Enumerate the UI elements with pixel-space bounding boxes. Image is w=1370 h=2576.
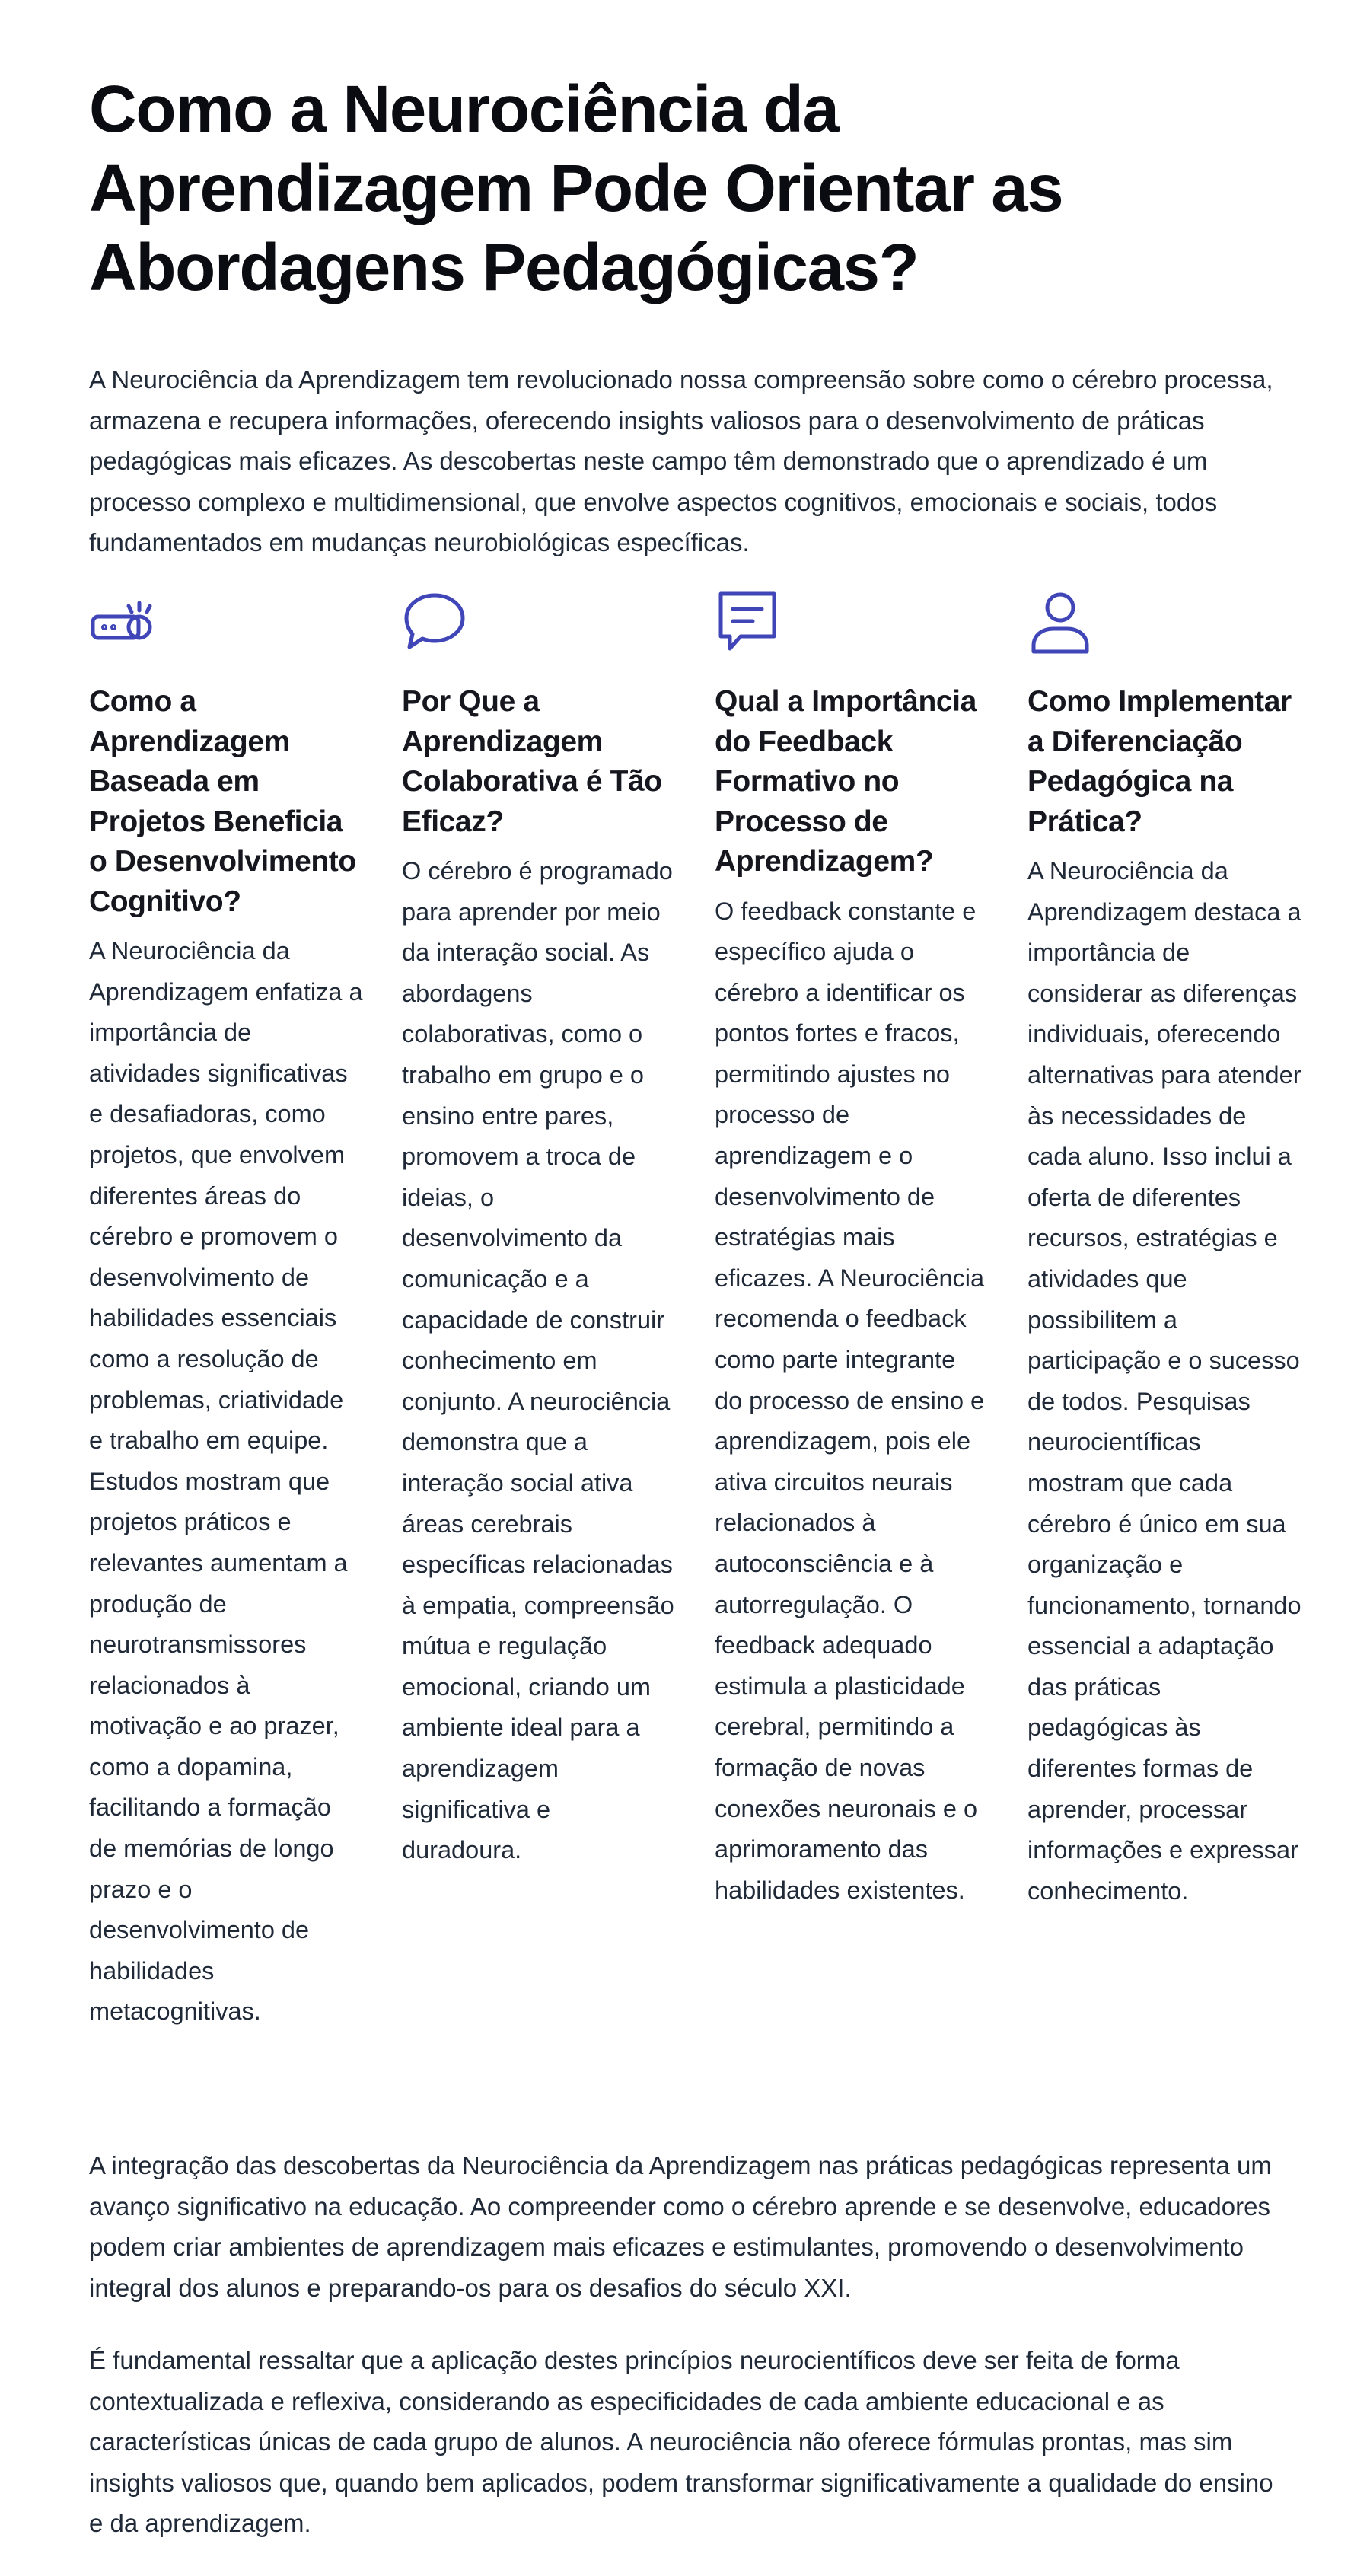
message-square-icon (715, 589, 780, 655)
topic-card-feedback (715, 589, 989, 1911)
card-body: A Neurociência da Aprendizagem destaca a importância de considerar as diferenças individuais, oferecendo alternativas para atender às necessidades de cada aluno. Isso inclui a oferta de diferentes recursos, estratégias e atividades que possibilitem a participação e o sucesso de todos. Pesquisas neurocientíficas mostram que cada cérebro é único em sua organização e funcionamento, tornando essencial a adaptação das práticas pedagógicas às diferentes formas de aprender, processar informações e expressar conhecimento. (1028, 857, 1302, 1905)
intro-paragraph: A Neurociência da Aprendizagem tem revolucionado nossa compreensão sobre como o cérebro processa, armazena e recupera informações, oferecendo insights valiosos para o desenvolvimento de práticas pedagógicas mais eficazes. As descobertas neste campo têm demonstrado que o aprendizado é um processo complexo e multidimensional, que envolve aspectos cognitivos, emocionais e sociais, todos fundamentados em mudanças neurobiológicas específicas. (89, 365, 1273, 556)
topic-card-projects (89, 589, 363, 2032)
topic-card-collaborative (402, 589, 676, 1871)
speech-bubble-icon (402, 589, 467, 655)
user-icon (1028, 589, 1093, 655)
projector-icon (89, 589, 155, 655)
card-heading: Como a Aprendizagem Baseada em Projetos Beneficia o Desenvolvimento Cognitivo? (89, 685, 356, 918)
card-heading: Qual a Importância do Feedback Formativo no Processo de Aprendizagem? (715, 685, 977, 878)
card-body: O feedback constante e específico ajuda o cérebro a identificar os pontos fortes e fracos, permitindo ajustes no processo de aprendizagem e o desenvolvimento de estratégias mais eficazes. A Neurociência recomenda o feedback como parte integrante do processo de ensino e aprendizagem, pois ele ativa circuitos neurais relacionados à autoconsciência e à autorregulação. O feedback adequado estimula a plasticidade cerebral, permitindo a formação de novas conexões neuronais e o aprimoramento das habilidades existentes. (715, 897, 985, 1904)
card-body: A Neurociência da Aprendizagem enfatiza a importância de atividades significativas e desafiadoras, como projetos, que envolvem diferentes áreas do cérebro e promovem o desenvolvimento de habilidades essenciais como a resolução de problemas, criatividade e trabalho em equipe. Estudos mostram que projetos práticos e relevantes aumentam a produção de neurotransmissores relacionados à motivação e ao prazer, como a dopamina, facilitando a formação de memórias de longo prazo e o desenvolvimento de habilidades metacognitivas. (89, 937, 363, 2026)
topic-card-differentiation (1028, 589, 1302, 1911)
card-body: O cérebro é programado para aprender por meio da interação social. As abordagens colaborativas, como o trabalho em grupo e o ensino entre pares, promovem a troca de ideias, o desenvolvimento da comunicação e a capacidade de construir conhecimento em conjunto. A neurociência demonstra que a interação social ativa áreas cerebrais específicas relacionadas à empatia, compreensão mútua e regulação emocional, criando um ambiente ideal para a aprendizagem significativa e duradoura. (402, 857, 674, 1864)
topic-grid (89, 589, 1307, 2127)
card-heading: Como Implementar a Diferenciação Pedagógica na Prática? (1028, 685, 1292, 838)
conclusion-paragraph-2: É fundamental ressaltar que a aplicação destes princípios neurocientíficos deve ser feita de forma contextualizada e reflexiva, considerando as especificidades de cada ambiente educacional e as características únicas de cada grupo de alunos. A neurociência não oferece fórmulas prontas, mas sim insights valiosos que, quando bem aplicados, podem transformar significativamente a qualidade do ensino e da aprendizagem. (89, 2346, 1273, 2537)
conclusion-paragraph-1: A integração das descobertas da Neurociência da Aprendizagem nas práticas pedagógicas representa um avanço significativo na educação. Ao compreender como o cérebro aprende e se desenvolve, educadores podem criar ambientes de aprendizagem mais eficazes e estimulantes, promovendo o desenvolvimento integral dos alunos e preparando-os para os desafios do século XXI. (89, 2151, 1272, 2302)
page-title: Como a Neurociência da Aprendizagem Pode Orientar as Abordagens Pedagógicas? (89, 72, 1063, 304)
card-heading: Por Que a Aprendizagem Colaborativa é Tão Eficaz? (402, 685, 662, 838)
